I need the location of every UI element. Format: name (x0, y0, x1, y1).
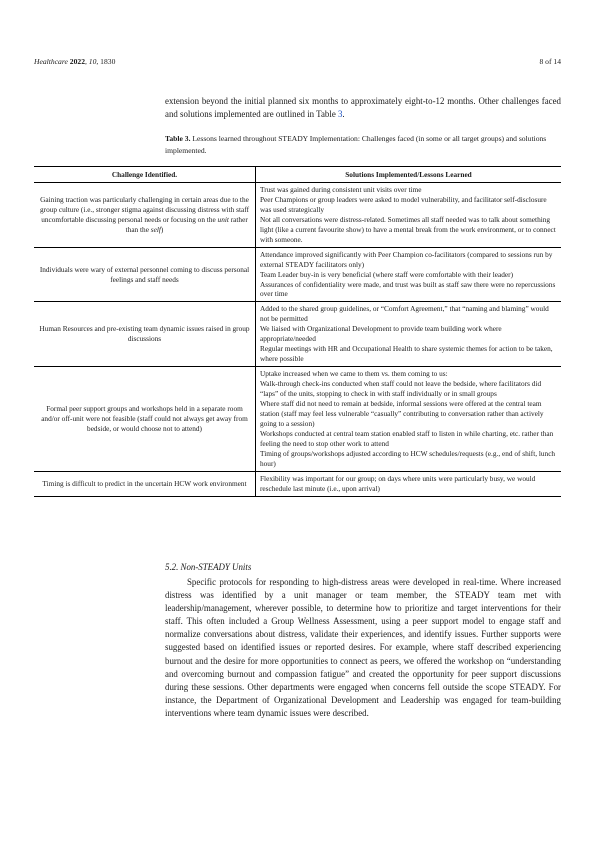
table-row (34, 302, 561, 367)
table-header-row (34, 167, 561, 183)
table-caption-label: Table 3. (165, 134, 191, 143)
solution-item: Flexibility was important for our group; on days where units were particularly busy, we would reschedule last minute (i.e., upon arrival) (260, 473, 536, 493)
table-row (34, 182, 561, 247)
solution-item: Regular meetings with HR and Occupational Health to share systemic themes for action to be taken, where possible (260, 344, 553, 364)
header-challenge: Challenge Identified. (34, 167, 256, 183)
solution-item: Trust was gained during consistent unit visits over time (260, 184, 422, 194)
table-row (34, 367, 561, 472)
solution-item: Attendance improved significantly with Peer Champion co-facilitators (compared to sessions run by external STEADY facilitators only) (260, 249, 553, 269)
journal-volume: 10 (88, 57, 97, 66)
solution-item: Assurances of confidentiality were made, and trust was built as staff saw there were no repercussions over time (260, 279, 556, 299)
table-caption (165, 133, 561, 156)
solution-item: Workshops conducted at central team station enabled staff to listen in while charting, etc. rather than feeling the need to stop other work to attend (260, 428, 554, 448)
page-number: 8 of 14 (539, 57, 561, 66)
solution-item: Not all conversations were distress-related. Sometimes all staff needed was to talk about something light (like a current favourite show) to have a mental break from the work environment, or to connect with someone. (260, 214, 556, 244)
solution-item: Timing of groups/workshops adjusted according to HCW schedules/requests (e.g., end of shift, lunch hour) (260, 448, 556, 468)
table-row (34, 247, 561, 302)
table-reference-link[interactable]: 3 (337, 109, 343, 120)
solutions-cell (256, 247, 562, 302)
solution-item: Walk-through check-ins conducted when staff could not leave the bedside, where facilitators did “laps” of the units, stopping to check in with staff individually or in small groups (260, 379, 542, 399)
challenge-emphasis: unit (217, 214, 229, 224)
solution-item: Uptake increased when we came to them vs. them coming to us: (260, 369, 448, 379)
solutions-cell (256, 302, 562, 367)
intro-paragraph (165, 95, 561, 121)
table-caption-text: Lessons learned throughout STEADY Implementation: Challenges faced (in some or all target groups) and solutions implemented. (165, 134, 547, 155)
solution-item: Team Leader buy-in is very beneficial (where staff were comfortable with their leader) (260, 269, 514, 279)
solution-item: We liaised with Organizational Development to provide team building work where appropriate/needed (260, 324, 502, 344)
challenge-text: ) (160, 224, 164, 234)
solutions-cell (256, 471, 562, 496)
solution-item: Added to the shared group guidelines, or “Comfort Agreement,” that “naming and blaming” would not be permitted (260, 304, 549, 324)
article-number: 1830 (100, 57, 116, 66)
journal-year: 2022 (69, 57, 85, 66)
section-body-paragraph: Specific protocols for responding to high-distress areas were developed in real-time. Where increased distress was identified by a unit manager or team member, the STEADY team met with leadership/management, wherever possible, to determine how to prioritize and target interventions for their staff. This often included a Group Wellness Assessment, using a peer support model to engage staff and normalize conversations about distress, validate their experiences, and identify issues. Further supports were suggested based on identified issues or reported desires. For example, where staff described experiencing burnout and the desire for more opportunities to connect as peers, we offered the workshop on “understanding and overcoming burnout and compassion fatigue” and created the opportunity for peer support discussions during these sessions. Other departments were engaged when concerns fell outside the scope STEADY. For instance, the Department of Organizational Development and Leadership was engaged for team-building interventions where team dynamic issues were described. (165, 577, 561, 718)
challenge-cell: Timing is difficult to predict in the uncertain HCW work environment (34, 471, 256, 496)
challenge-cell: Individuals were wary of external personnel coming to discuss personal feelings and staff needs (34, 247, 256, 302)
section-heading: 5.2. Non-STEADY Units (165, 562, 252, 572)
journal-name: Healthcare (34, 57, 68, 66)
solutions-cell (256, 182, 562, 247)
solution-item: Peer Champions or group leaders were asked to model vulnerability, and facilitator self-disclosure was used strategically (260, 194, 547, 214)
solutions-cell (256, 367, 562, 472)
challenge-cell: Formal peer support groups and workshops held in a separate room and/or off-unit were not feasible (staff could not always get away from bedside, or would choose not to attend) (34, 367, 256, 472)
challenge-emphasis: self (150, 224, 161, 234)
intro-text: extension beyond the initial planned six months to approximately eight-to-12 months. Other challenges faced and solutions implemented are outlined in Table (165, 96, 561, 120)
challenge-text: rather than the (125, 214, 248, 234)
table-row (34, 471, 561, 496)
challenge-text: Gaining traction was particularly challenging in certain areas due to the group culture (i.e., stronger stigma against discussing distress with staff uncomfortable discussing personal needs or focusing on the (39, 194, 249, 224)
challenge-cell: Human Resources and pre-existing team dynamic issues raised in group discussions (34, 302, 256, 367)
header-solutions: Solutions Implemented/Lessons Learned (256, 167, 562, 183)
challenge-cell (34, 182, 256, 247)
running-header-citation: Healthcare 2022, 10, 1830 (34, 57, 116, 66)
solution-item: Where staff did not need to remain at bedside, informal sessions were offered at the central team station (staff may feel less vulnerable “casually” contributing to conversation rather than actively going to a session) (260, 399, 544, 428)
lessons-table (34, 166, 561, 497)
intro-end: . (342, 109, 345, 120)
